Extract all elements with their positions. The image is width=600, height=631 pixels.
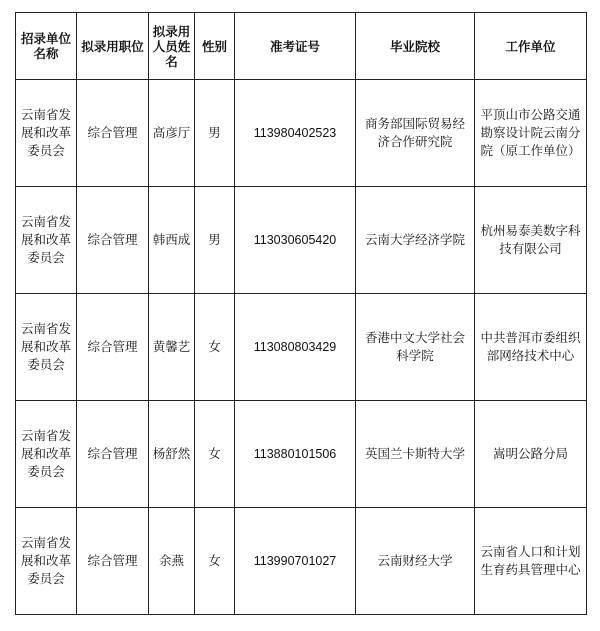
- col-header-exam-id: 准考证号: [235, 13, 356, 80]
- cell-unit: 云南省发展和改革委员会: [16, 294, 77, 401]
- table-row: [16, 294, 587, 401]
- cell-school: 香港中文大学社会科学院: [356, 294, 475, 401]
- cell-unit: 云南省发展和改革委员会: [16, 187, 77, 294]
- cell-unit: 云南省发展和改革委员会: [16, 508, 77, 615]
- cell-exam-id: 113030605420: [235, 187, 356, 294]
- cell-gender: 男: [195, 80, 235, 187]
- table-header: [16, 13, 587, 80]
- cell-employer: 中共普洱市委组织部网络技术中心: [475, 294, 587, 401]
- table-row: [16, 187, 587, 294]
- cell-unit: 云南省发展和改革委员会: [16, 80, 77, 187]
- cell-employer: 云南省人口和计划生育药具管理中心: [475, 508, 587, 615]
- cell-exam-id: 113880101506: [235, 401, 356, 508]
- header-row: [16, 13, 587, 80]
- cell-exam-id: 113080803429: [235, 294, 356, 401]
- cell-name: 余燕: [149, 508, 195, 615]
- table-row: [16, 401, 587, 508]
- cell-exam-id: 113990701027: [235, 508, 356, 615]
- cell-name: 黄馨艺: [149, 294, 195, 401]
- cell-school: 云南财经大学: [356, 508, 475, 615]
- cell-school: 商务部国际贸易经济合作研究院: [356, 80, 475, 187]
- cell-position: 综合管理: [77, 80, 149, 187]
- cell-employer: 平顶山市公路交通勘察设计院云南分院（原工作单位）: [475, 80, 587, 187]
- cell-gender: 女: [195, 508, 235, 615]
- cell-position: 综合管理: [77, 187, 149, 294]
- table-body: [16, 80, 587, 615]
- cell-school: 英国兰卡斯特大学: [356, 401, 475, 508]
- table-row: [16, 80, 587, 187]
- col-header-unit: 招录单位名称: [16, 13, 77, 80]
- col-header-school: 毕业院校: [356, 13, 475, 80]
- cell-name: 杨舒然: [149, 401, 195, 508]
- cell-position: 综合管理: [77, 508, 149, 615]
- cell-exam-id: 113980402523: [235, 80, 356, 187]
- cell-unit: 云南省发展和改革委员会: [16, 401, 77, 508]
- cell-gender: 男: [195, 187, 235, 294]
- candidate-table: [15, 12, 587, 615]
- table-row: [16, 508, 587, 615]
- col-header-gender: 性别: [195, 13, 235, 80]
- cell-name: 高彦厅: [149, 80, 195, 187]
- cell-gender: 女: [195, 294, 235, 401]
- col-header-position: 拟录用职位: [77, 13, 149, 80]
- cell-position: 综合管理: [77, 294, 149, 401]
- cell-employer: 杭州易泰美数字科技有限公司: [475, 187, 587, 294]
- cell-school: 云南大学经济学院: [356, 187, 475, 294]
- cell-employer: 嵩明公路分局: [475, 401, 587, 508]
- cell-gender: 女: [195, 401, 235, 508]
- cell-position: 综合管理: [77, 401, 149, 508]
- cell-name: 韩西成: [149, 187, 195, 294]
- col-header-employer: 工作单位: [475, 13, 587, 80]
- col-header-name: 拟录用人员姓名: [149, 13, 195, 80]
